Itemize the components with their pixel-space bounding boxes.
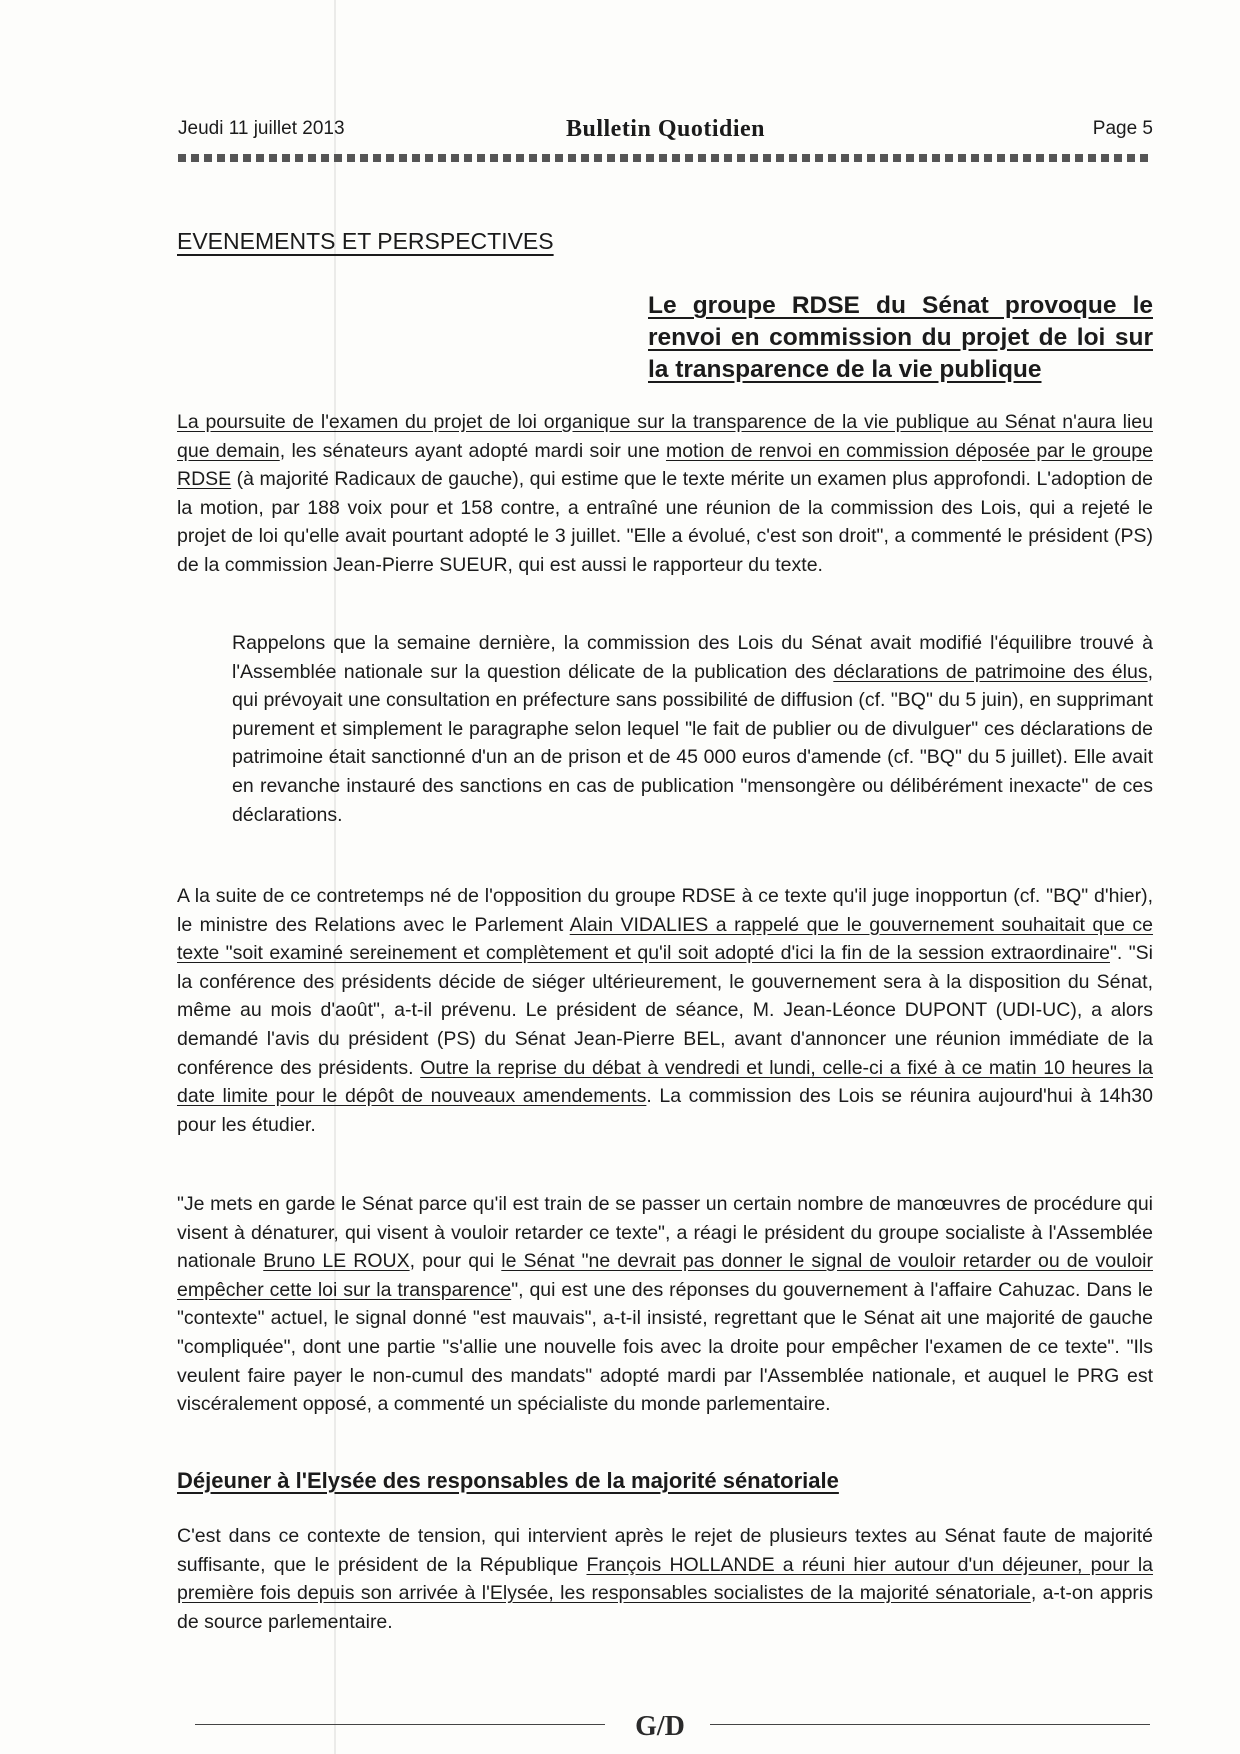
p3-underlined-b: Alain VIDALIES a rappelé que le gouvernement souhaitait que ce texte "soit examiné sereinement et complètement et qu'il soit adopté d'ici la fin de la session extraordinaire [177,913,1153,965]
paragraph-2 [232,629,1153,829]
article-headline: Le groupe RDSE du Sénat provoque le renvoi en commission du projet de loi sur la transparence de la vie publique [648,292,1153,383]
p1-underlined-c: motion de renvoi en commission déposée par le groupe RDSE [177,439,1153,491]
header-dotted-rule [178,154,1153,162]
p1-underlined-a: La poursuite de l'examen du projet de loi organique sur la transparence de la vie publique au Sénat n'aura lieu que demain [177,411,1153,462]
gd-monogram-icon [625,1706,695,1746]
p4-text-e: ", qui est une des réponses du gouvernement à l'affaire Cahuzac. Dans le "contexte" actuel, le signal donné "est mauvais", a-t-il insisté, regrettant que le Sénat ait une majorité de gauche "compliquée", dont une partie "s'allie une nouvelle fois avec la droite pour empêcher l'examen de ce texte". "Ils veulent faire payer le non-cumul des mandats" adopté mardi par l'Assemblée nationale, et auquel le PRG est viscéralement opposé, a commenté un spécialiste du monde parlementaire. [177,1278,1154,1416]
page-header [178,118,1153,148]
p3-text-c: ". "Si la conférence des présidents décide de siéger ultérieurement, le gouvernement sera à la disposition du Sénat, même au mois d'août", a-t-il prévenu. Le président de séance, M. Jean-Léonce DUPONT (UDI-UC), a alors demandé l'avis du président (PS) du Sénat Jean-Pierre BEL, avant d'annoncer une réunion immédiate de la conférence des présidents. [177,942,1153,1079]
p1-text-b: , les sénateurs ayant adopté mardi soir une [279,439,666,462]
paragraph-5 [177,1522,1153,1636]
p3-underlined-d: Outre la reprise du débat à vendredi et lundi, celle-ci a fixé à ce matin 10 heures la date limite pour le dépôt de nouveaux amendements [177,1056,1153,1108]
footer-rule-left [195,1724,605,1725]
p4-underlined-d: le Sénat "ne devrait pas donner le signal de vouloir retarder ou de vouloir empêcher cette loi sur la transparence [177,1250,1154,1301]
p3-text-e: . La commission des Lois se réunira aujourd'hui à 14h30 pour les étudier. [177,1085,1153,1136]
p3-text-a: A la suite de ce contretemps né de l'opposition du groupe RDSE à ce texte qu'il juge inopportun (cf. "BQ" d'hier), le ministre des Relations avec le Parlement [177,885,1153,936]
p5-text-a: C'est dans ce contexte de tension, qui intervient après le rejet de plusieurs textes au Sénat faute de majorité suffisante, que le président de la République [177,1525,1153,1576]
paragraph-4 [177,1190,1153,1419]
p2-text-a: Rappelons que la semaine dernière, la commission des Lois du Sénat avait modifié l'équilibre trouvé à l'Assemblée nationale sur la question délicate de la publication des [232,632,1153,683]
paragraph-1 [177,408,1153,580]
p5-underlined-b: François HOLLANDE a réuni hier autour d'un déjeuner, pour la première fois depuis son arrivée à l'Elysée, les responsables socialistes de la majorité sénatoriale [177,1553,1153,1605]
section-title: EVENEMENTS ET PERSPECTIVES [177,228,554,254]
footer-logo-text: G/D [635,1711,685,1742]
p2-text-c: , qui prévoyait une consultation en préfecture sans possibilité de diffusion (cf. "BQ" du 5 juin), en supprimant purement et simplement le paragraphe selon lequel "le fait de publier ou de divulguer" ces déclarations de patrimoine était sanctionné d'un an de prison et de 45 000 euros d'amende (cf. "BQ" du 5 juillet). Elle avait en revanche instauré des sanctions en cas de publication "mensongère ou délibérément inexacte" de ces déclarations. [232,660,1154,826]
p4-text-a: "Je mets en garde le Sénat parce qu'il est train de se passer un certain nombre de manœuvres de procédure qui visent à dénaturer, qui visent à vouloir retarder ce texte", a réagi le président du groupe socialiste à l'Assemblée nationale [177,1193,1153,1273]
header-date: Jeudi 11 juillet 2013 [178,118,345,139]
p1-text-d: (à majorité Radicaux de gauche), qui estime que le texte mérite un examen plus approfondi. L'adoption de la motion, par 188 voix pour et 158 contre, a entraîné une réunion de la commission des Lois, qui a rejeté le projet de loi qu'elle avait pourtant adopté le 3 juillet. "Elle a évolué, c'est son droit", a commenté le président (PS) de la commission Jean-Pierre SUEUR, qui est aussi le rapporteur du texte. [177,468,1153,576]
header-page-number: Page 5 [1092,118,1153,139]
footer-rule-right [710,1724,1150,1725]
p4-text-c: , pour qui [409,1250,502,1273]
p5-text-c: , a-t-on appris de source parlementaire. [177,1582,1153,1633]
paragraph-3 [177,882,1153,1139]
subheading: Déjeuner à l'Elysée des responsables de la majorité sénatoriale [177,1468,839,1493]
p2-underlined-b: déclarations de patrimoine des élus [833,660,1148,683]
p4-underlined-b: Bruno LE ROUX [263,1250,410,1273]
header-title: Bulletin Quotidien [565,116,766,142]
